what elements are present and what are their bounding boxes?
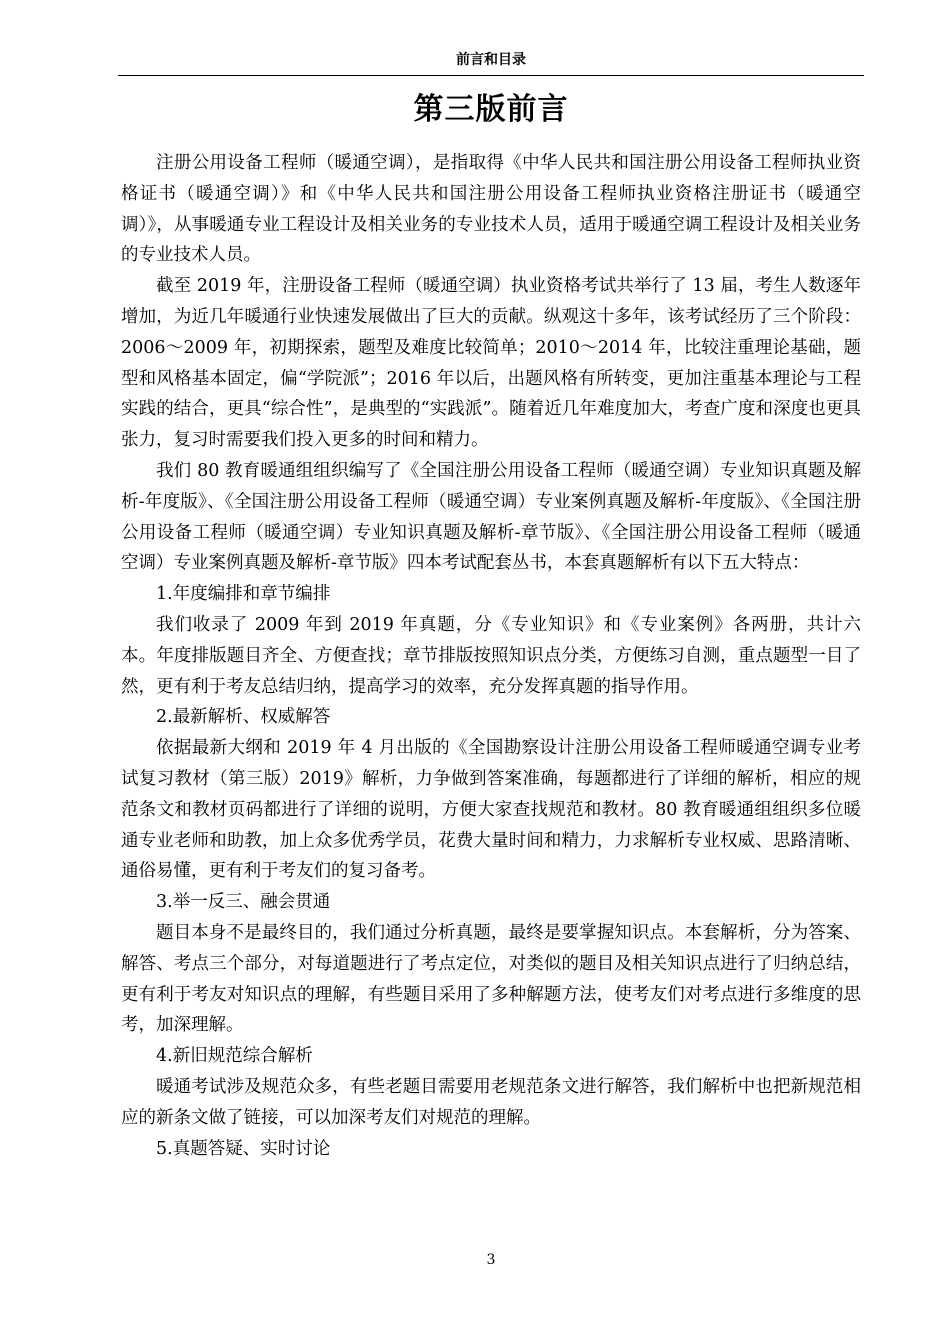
paragraph: 依据最新大纲和 2019 年 4 月出版的《全国勘察设计注册公用设备工程师暖通空调专业考试复习教材（第三版）2019》解析，力争做到答案准确，每题都进行了详细的解析，相应的规范条文和教材页码都进行了详细的说明，方便大家查找规范和教材。80 教育暖通组组织多位暖通专业老师和助教，加上众多优秀学员，花费大量时间和精力，力求解析专业权威、思路清晰、通俗易懂，更有利于考友们的复习备考。 bbox=[121, 738, 861, 882]
section-heading: 1.年度编排和章节编排 bbox=[156, 584, 331, 605]
page-number: 3 bbox=[486, 1252, 496, 1268]
running-header: 前言和目录 bbox=[456, 52, 526, 68]
section-heading: 3.举一反三、融会贯通 bbox=[156, 892, 331, 913]
section-heading: 2.最新解析、权威解答 bbox=[156, 707, 331, 728]
page-title: 第三版前言 bbox=[413, 92, 569, 127]
header-rule bbox=[118, 75, 864, 76]
body-text bbox=[121, 148, 861, 1164]
section-heading: 5.真题答疑、实时讨论 bbox=[156, 1138, 331, 1159]
section-heading: 4.新旧规范综合解析 bbox=[156, 1046, 313, 1067]
paragraph: 截至 2019 年，注册设备工程师（暖通空调）执业资格考试共举行了 13 届，考生人数逐年增加，为近几年暖通行业快速发展做出了巨大的贡献。纵观这十多年，该考试经历了三个阶段：2006～2009 年，初期探索，题型及难度比较简单；2010～2014 年，比较注重理论基础，题型和风格基本固定，偏“学院派”；2016 年以后，出题风格有所转变，更加注重基本理论与工程实践的结合，更具“综合性”，是典型的“实践派”。随着近几年难度加大，考查广度和深度也更具张力，复习时需要我们投入更多的时间和精力。 bbox=[121, 276, 861, 451]
paragraph: 题目本身不是最终目的，我们通过分析真题，最终是要掌握知识点。本套解析，分为答案、解答、考点三个部分，对每道题进行了考点定位，对类似的题目及相关知识点进行了归纳总结，更有利于考友对知识点的理解，有些题目采用了多种解题方法，使考友们对考点进行多维度的思考，加深理解。 bbox=[121, 922, 861, 1036]
paragraph: 暖通考试涉及规范众多，有些老题目需要用老规范条文进行解答，我们解析中也把新规范相应的新条文做了链接，可以加深考友们对规范的理解。 bbox=[121, 1076, 861, 1128]
paragraph: 注册公用设备工程师（暖通空调），是指取得《中华人民共和国注册公用设备工程师执业资格证书（暖通空调）》和《中华人民共和国注册公用设备工程师执业资格注册证书（暖通空调）》，从事暖通专业工程设计及相关业务的专业技术人员，适用于暖通空调工程设计及相关业务的专业技术人员。 bbox=[121, 153, 861, 266]
paragraph: 我们收录了 2009 年到 2019 年真题，分《专业知识》和《专业案例》各两册，共计六本。年度排版题目齐全、方便查找；章节排版按照知识点分类，方便练习自测，重点题型一目了然，更有利于考友总结归纳，提高学习的效率，充分发挥真题的指导作用。 bbox=[121, 614, 861, 697]
paragraph: 我们 80 教育暖通组组织编写了《全国注册公用设备工程师（暖通空调）专业知识真题及解析-年度版》、《全国注册公用设备工程师（暖通空调）专业案例真题及解析-年度版》、《全国注册公用设备工程师（暖通空调）专业知识真题及解析-章节版》、《全国注册公用设备工程师（暖通空调）专业案例真题及解析-章节版》四本考试配套丛书，本套真题解析有以下五大特点： bbox=[121, 460, 861, 574]
